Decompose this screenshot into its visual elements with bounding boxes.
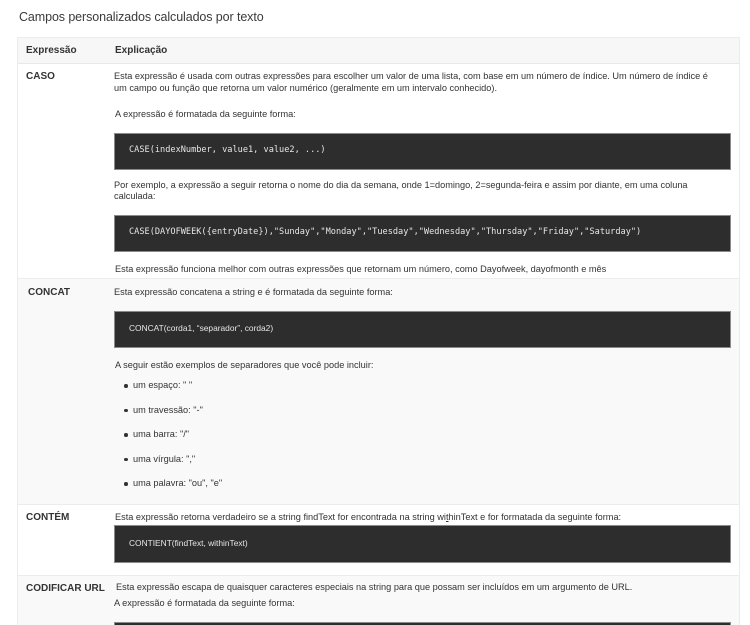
table-row-codificar-url [18,576,739,625]
expression-explanation [114,279,739,504]
list-item: um espaço: " " [114,380,731,405]
separators-list [114,380,731,503]
expression-name: CODIFICAR URL [26,583,105,594]
list-item: uma vírgula: "," [114,454,731,479]
intro-text-part2: hinText e for formatada da seguinte forma: [448,512,622,522]
syntax-code-block [114,525,731,563]
page-title: Campos personalizados calculados por texto [19,10,264,24]
list-item: um travessão: "-" [114,405,731,430]
note-text: Esta expressão funciona melhor com outras expressões que retornam um número, como Dayofweek, dayofmonth e mês [115,263,607,274]
table-row-concat [18,279,739,505]
expression-explanation [114,505,739,575]
intro-text: Esta expressão é usada com outras expressões para escolher um valor de uma lista, com base em um número de índice. Um número de índice é um campo ou função que retorna um valor numérico (geralmente em um intervalo conhecido). [114,71,708,93]
expression-explanation [114,64,739,278]
intro-text: Esta expressão concatena a string e é formatada da seguinte forma: [114,287,393,297]
example-code-block [114,215,731,252]
example-label: Por exemplo, a expressão a seguir retorna o nome do dia da semana, onde 1=domingo, 2=segunda-feira e assim por diante, em uma coluna calculada: [114,179,688,201]
intro-text: Esta expressão escapa de quaisquer caracteres especiais na string para que possam ser incluídos em um argumento de URL. [116,582,633,592]
header-explanation: Explicação [115,45,168,56]
expression-explanation [114,576,739,625]
expression-name: CONTÉM [26,512,70,523]
table-header [18,38,739,64]
syntax-code-block [114,133,731,170]
format-label: A expressão é formatada da seguinte forma: [115,109,296,119]
table-row-caso [18,64,739,279]
intro-text-part1: Esta expressão retorna verdadeiro se a string findText for encontrada na string wi [115,512,446,522]
expression-name: CASO [26,71,55,82]
example-code: CASE(DAYOFWEEK({entryDate}),"Sunday","Monday","Tuesday","Wednesday","Thursday","Friday","Saturday") [129,227,642,238]
syntax-code-block [114,311,731,348]
syntax-code: CONTIENT(findText, withinText) [129,537,248,548]
intro-text-underlined: t [445,512,449,522]
expression-name: CONCAT [28,287,71,298]
format-label: A expressão é formatada da seguinte forma: [114,597,295,608]
expressions-table [17,37,740,625]
syntax-code: CONCAT(corda1, “separador”, corda2) [129,323,274,334]
list-item: uma palavra: "ou", "e" [114,478,731,503]
header-expression: Expressão [26,45,77,56]
syntax-code: CASE(indexNumber, value1, value2, ...) [129,145,326,156]
list-item: uma barra: "/" [114,429,731,454]
separators-label: A seguir estão exemplos de separadores que você pode incluir: [115,359,374,370]
table-row-contem [18,505,739,576]
intro-text [114,512,731,524]
